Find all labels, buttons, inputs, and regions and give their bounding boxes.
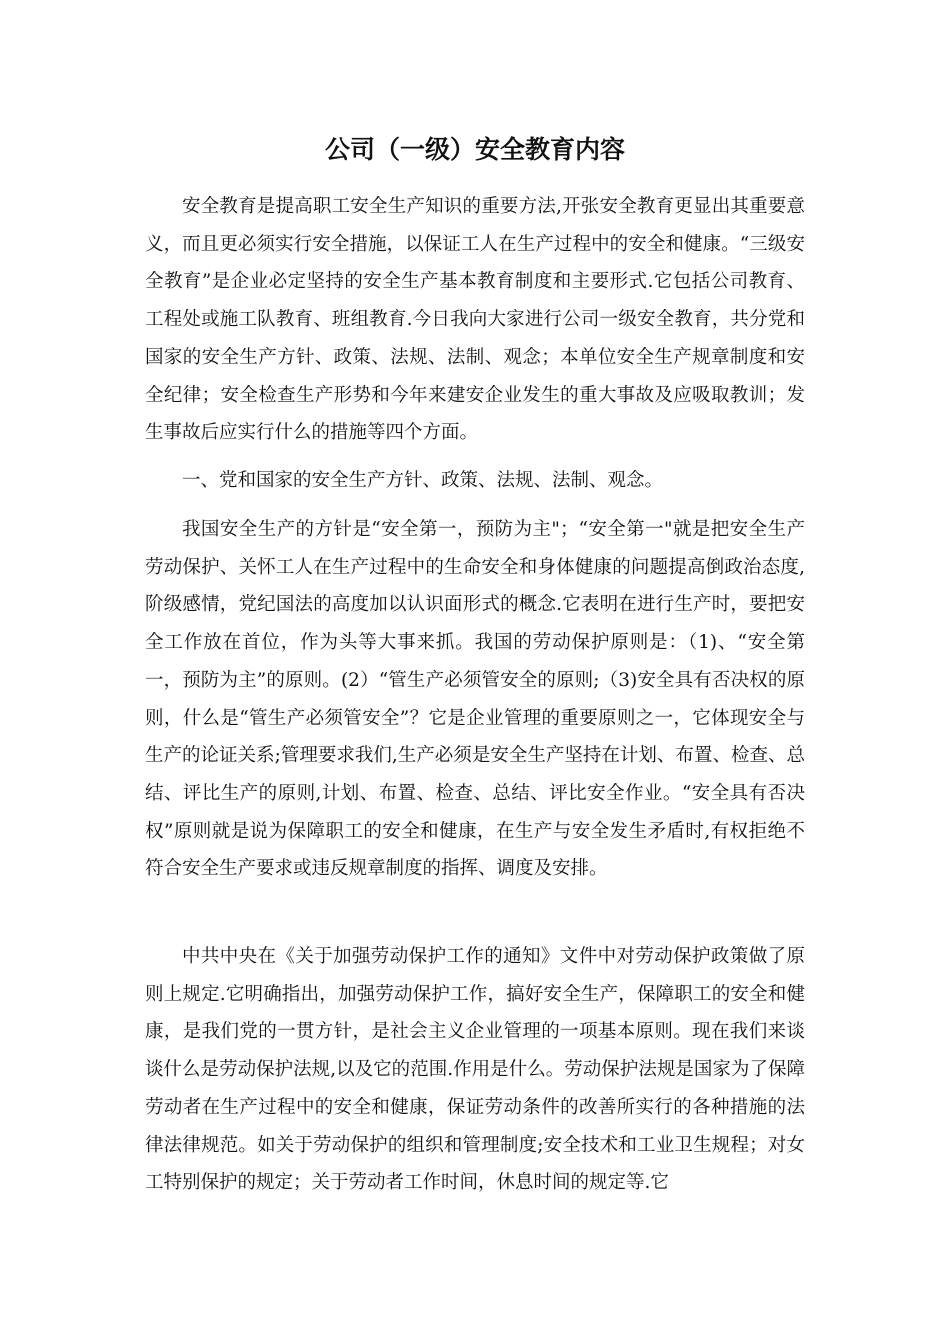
document-title: 公司（一级）安全教育内容 (324, 135, 625, 164)
paragraph-intro: 安全教育是提高职工安全生产知识的重要方法,开张安全教育更显出其重要意义，而且更必须实行安全措施，以保证工人在生产过程中的安全和健康。“三级安全教育”是企业必定坚持的安全生产基本教育制度和主要形式.它包括公司教育、工程处或施工队教育、班组教育.今日我向大家进行公司一级安全教育，共分党和国家的安全生产方针、政策、法规、法制、观念；本单位安全生产规章制度和安全纪律；安全检查生产形势和今年来建安企业发生的重大事故及应吸取教训；发生事故后应实行什么的措施等四个方面。 (145, 196, 805, 444)
paragraph-labor-protection: 中共中央在《关于加强劳动保护工作的通知》文件中对劳动保护政策做了原则上规定.它明确指出，加强劳动保护工作，搞好安全生产，保障职工的安全和健康，是我们党的一贯方针，是社会主义企业管理的一项基本原则。现在我们来谈谈什么是劳动保护法规,以及它的范围.作用是什么。劳动保护法规是国家为了保障劳动者在生产过程中的安全和健康，保证劳动条件的改善所实行的各种措施的法律法律规范。如关于劳动保护的组织和管理制度;安全技术和工业卫生规程；对女工特别保护的规定；关于劳动者工作时间，休息时间的规定等.它 (145, 946, 805, 1194)
section-heading-1: 一、党和国家的安全生产方针、政策、法规、法制、观念。 (182, 470, 664, 491)
paragraph-safety-policy: 我国安全生产的方针是“安全第一，预防为主"；“安全第一"就是把安全生产劳动保护、关怀工人在生产过程中的生命安全和身体健康的问题提高倒政治态度,阶级感情，党纪国法的高度加以认识面形式的概念.它表明在进行生产时，要把安全工作放在首位，作为头等大事来抓。我国的劳动保护原则是：（1)、“安全第一，预防为主”的原则。(2）“管生产必须管安全的原则;（3)安全具有否决权的原则，什么是“管生产必须管安全”？它是企业管理的重要原则之一，它体现安全与生产的论证关系;管理要求我们,生产必须是安全生产坚持在计划、布置、检查、总结、评比生产的原则,计划、布置、检查、总结、评比安全作业。“安全具有否决权”原则就是说为保障职工的安全和健康，在生产与安全发生矛盾时,有权拒绝不符合安全生产要求或违反规章制度的指挥、调度及安排。 (145, 519, 805, 880)
